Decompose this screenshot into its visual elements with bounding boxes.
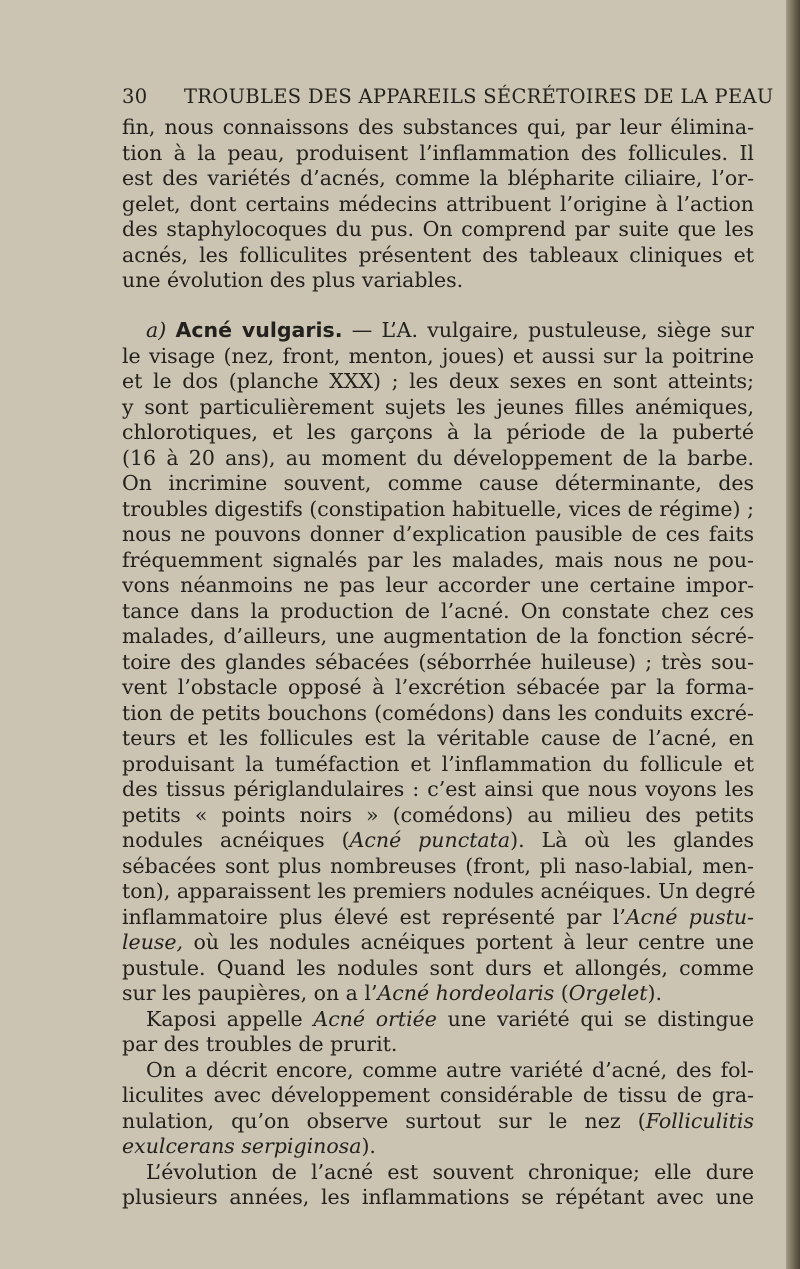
text-line: ton), apparaissent les premiers nodules acnéiques. Un degré [122,879,756,903]
term-acne-punctata: Acné punctata [349,828,511,852]
text-line: plusieurs années, les inflammations se répétant avec une [122,1185,754,1209]
text-line: gelet, dont certains médecins attribuent l’origine à l’action [122,191,754,216]
text-run: ( [554,981,569,1005]
running-header [122,85,774,113]
text-line: tion à la peau, produisent l’inflammation des follicules. Il [122,140,754,165]
text-run: ). [647,981,663,1005]
text-line-acne-punctata [122,828,754,854]
text-run: ). Là où les glandes [510,828,754,852]
text-line: On a décrit encore, comme autre variété d’acné, des fol- [146,1057,754,1082]
term-orgelet: Orgelet [568,981,648,1005]
text-line: L’évolution de l’acné est souvent chronique; elle dure [146,1159,754,1184]
text-line: est des variétés d’acnés, comme la blépharite ciliaire, l’or- [122,166,754,190]
text-line-hordeolaris [122,981,754,1007]
section-marker: a) [146,318,167,342]
text-line: pustule. Quand les nodules sont durs et allongés, comme [122,955,754,980]
text-line: toire des glandes sébacées (séborrhée huileuse) ; très sou- [122,649,754,674]
running-title: TROUBLES DES APPAREILS SÉCRÉTOIRES DE LA PEAU [184,85,774,108]
page-edge [786,0,800,1269]
text-line [122,1134,754,1160]
text-line: par des troubles de prurit. [122,1032,398,1056]
text-line: produisant la tuméfaction et l’inflammation du follicule et [122,751,754,776]
text-run: où les nodules acnéiques portent à leur centre une [183,930,754,954]
text-line: vent l’obstacle opposé à l’excrétion sébacée par la forma- [122,675,754,699]
text-line: (16 à 20 ans), au moment du développement de la barbe. [122,445,754,470]
text-line: petits « points noirs » (comédons) au milieu des petits [122,802,754,827]
text-line: y sont particulièrement sujets les jeunes filles anémiques, [122,394,754,419]
term-folliculitis: Folliculitis [645,1108,754,1133]
term-exulcerans-serpiginosa: exulcerans serpiginosa [122,1134,362,1158]
term-acne-ortiee: Acné ortiée [313,1006,437,1031]
text-line: On incrimine souvent, comme cause déterminante, des [122,471,754,495]
text-line-acne-pustuleuse [122,905,754,931]
text-line: le visage (nez, front, menton, joues) et aussi sur la poitrine [122,343,754,368]
section-heading: Acné vulgaris. [175,318,343,342]
text-run: ). [361,1134,376,1158]
text-line: et le dos (planche XXX) ; les deux sexes en sont atteints; [122,369,754,393]
text-line: sébacées sont plus nombreuses (front, pli naso-labial, men- [122,853,754,878]
text-line: chlorotiques, et les garçons à la période de la puberté [122,420,754,444]
section-dash: — [342,318,382,342]
term-acne-pustuleuse-cont: leuse, [122,930,184,954]
section-lead: L’A. vulgaire, pustuleuse, siège sur [381,318,754,342]
term-acne-pustuleuse: Acné pustu- [625,904,754,929]
text-run: nodules acnéiques ( [122,828,350,852]
text-line-folliculitis [122,1109,754,1135]
text-line-ortiee [122,1007,754,1033]
text-run: nulation, qu’on observe surtout sur le nez ( [122,1108,646,1133]
section-heading-line [122,318,754,344]
section-acne-vulgaris [122,318,754,1211]
text-line: une évolution des plus variables. [122,268,464,292]
text-run: une variété qui se distingue [436,1006,754,1031]
paragraph-intro [122,115,754,294]
text-line: nous ne pouvons donner d’explication pausible de ces faits [122,522,754,546]
text-line: vons néanmoins ne pas leur accorder une certaine impor- [122,573,754,597]
text-line: liculites avec développement considérable de tissu de gra- [122,1083,754,1107]
text-line [122,930,754,956]
page-number: 30 [122,85,148,108]
text-line: troubles digestifs (constipation habituelle, vices de régime) ; [122,496,754,521]
text-line: des staphylocoques du pus. On comprend par suite que les [122,217,754,241]
text-line: teurs et les follicules est la véritable cause de l’acné, en [122,726,754,750]
text-line: fréquemment signalés par les malades, mais nous ne pou- [122,547,754,572]
text-run: inflammatoire plus élevé est représenté par l’ [122,904,626,929]
text-line: acnés, les folliculites présentent des tableaux cliniques et [122,242,754,267]
term-acne-hordeolaris: Acné hordeolaris [377,981,555,1005]
text-line: tance dans la production de l’acné. On constate chez ces [122,598,754,623]
text-line: des tissus périglandulaires : c’est ainsi que nous voyons les [122,777,754,801]
text-line: malades, d’ailleurs, une augmentation de la fonction sécré- [122,624,754,648]
text-run: Kaposi appelle [146,1006,314,1031]
text-line: tion de petits bouchons (comédons) dans les conduits excré- [122,700,754,725]
text-run: sur les paupières, on a l’ [122,981,378,1005]
text-line: fin, nous connaissons des substances qui, par leur élimina- [122,115,754,139]
